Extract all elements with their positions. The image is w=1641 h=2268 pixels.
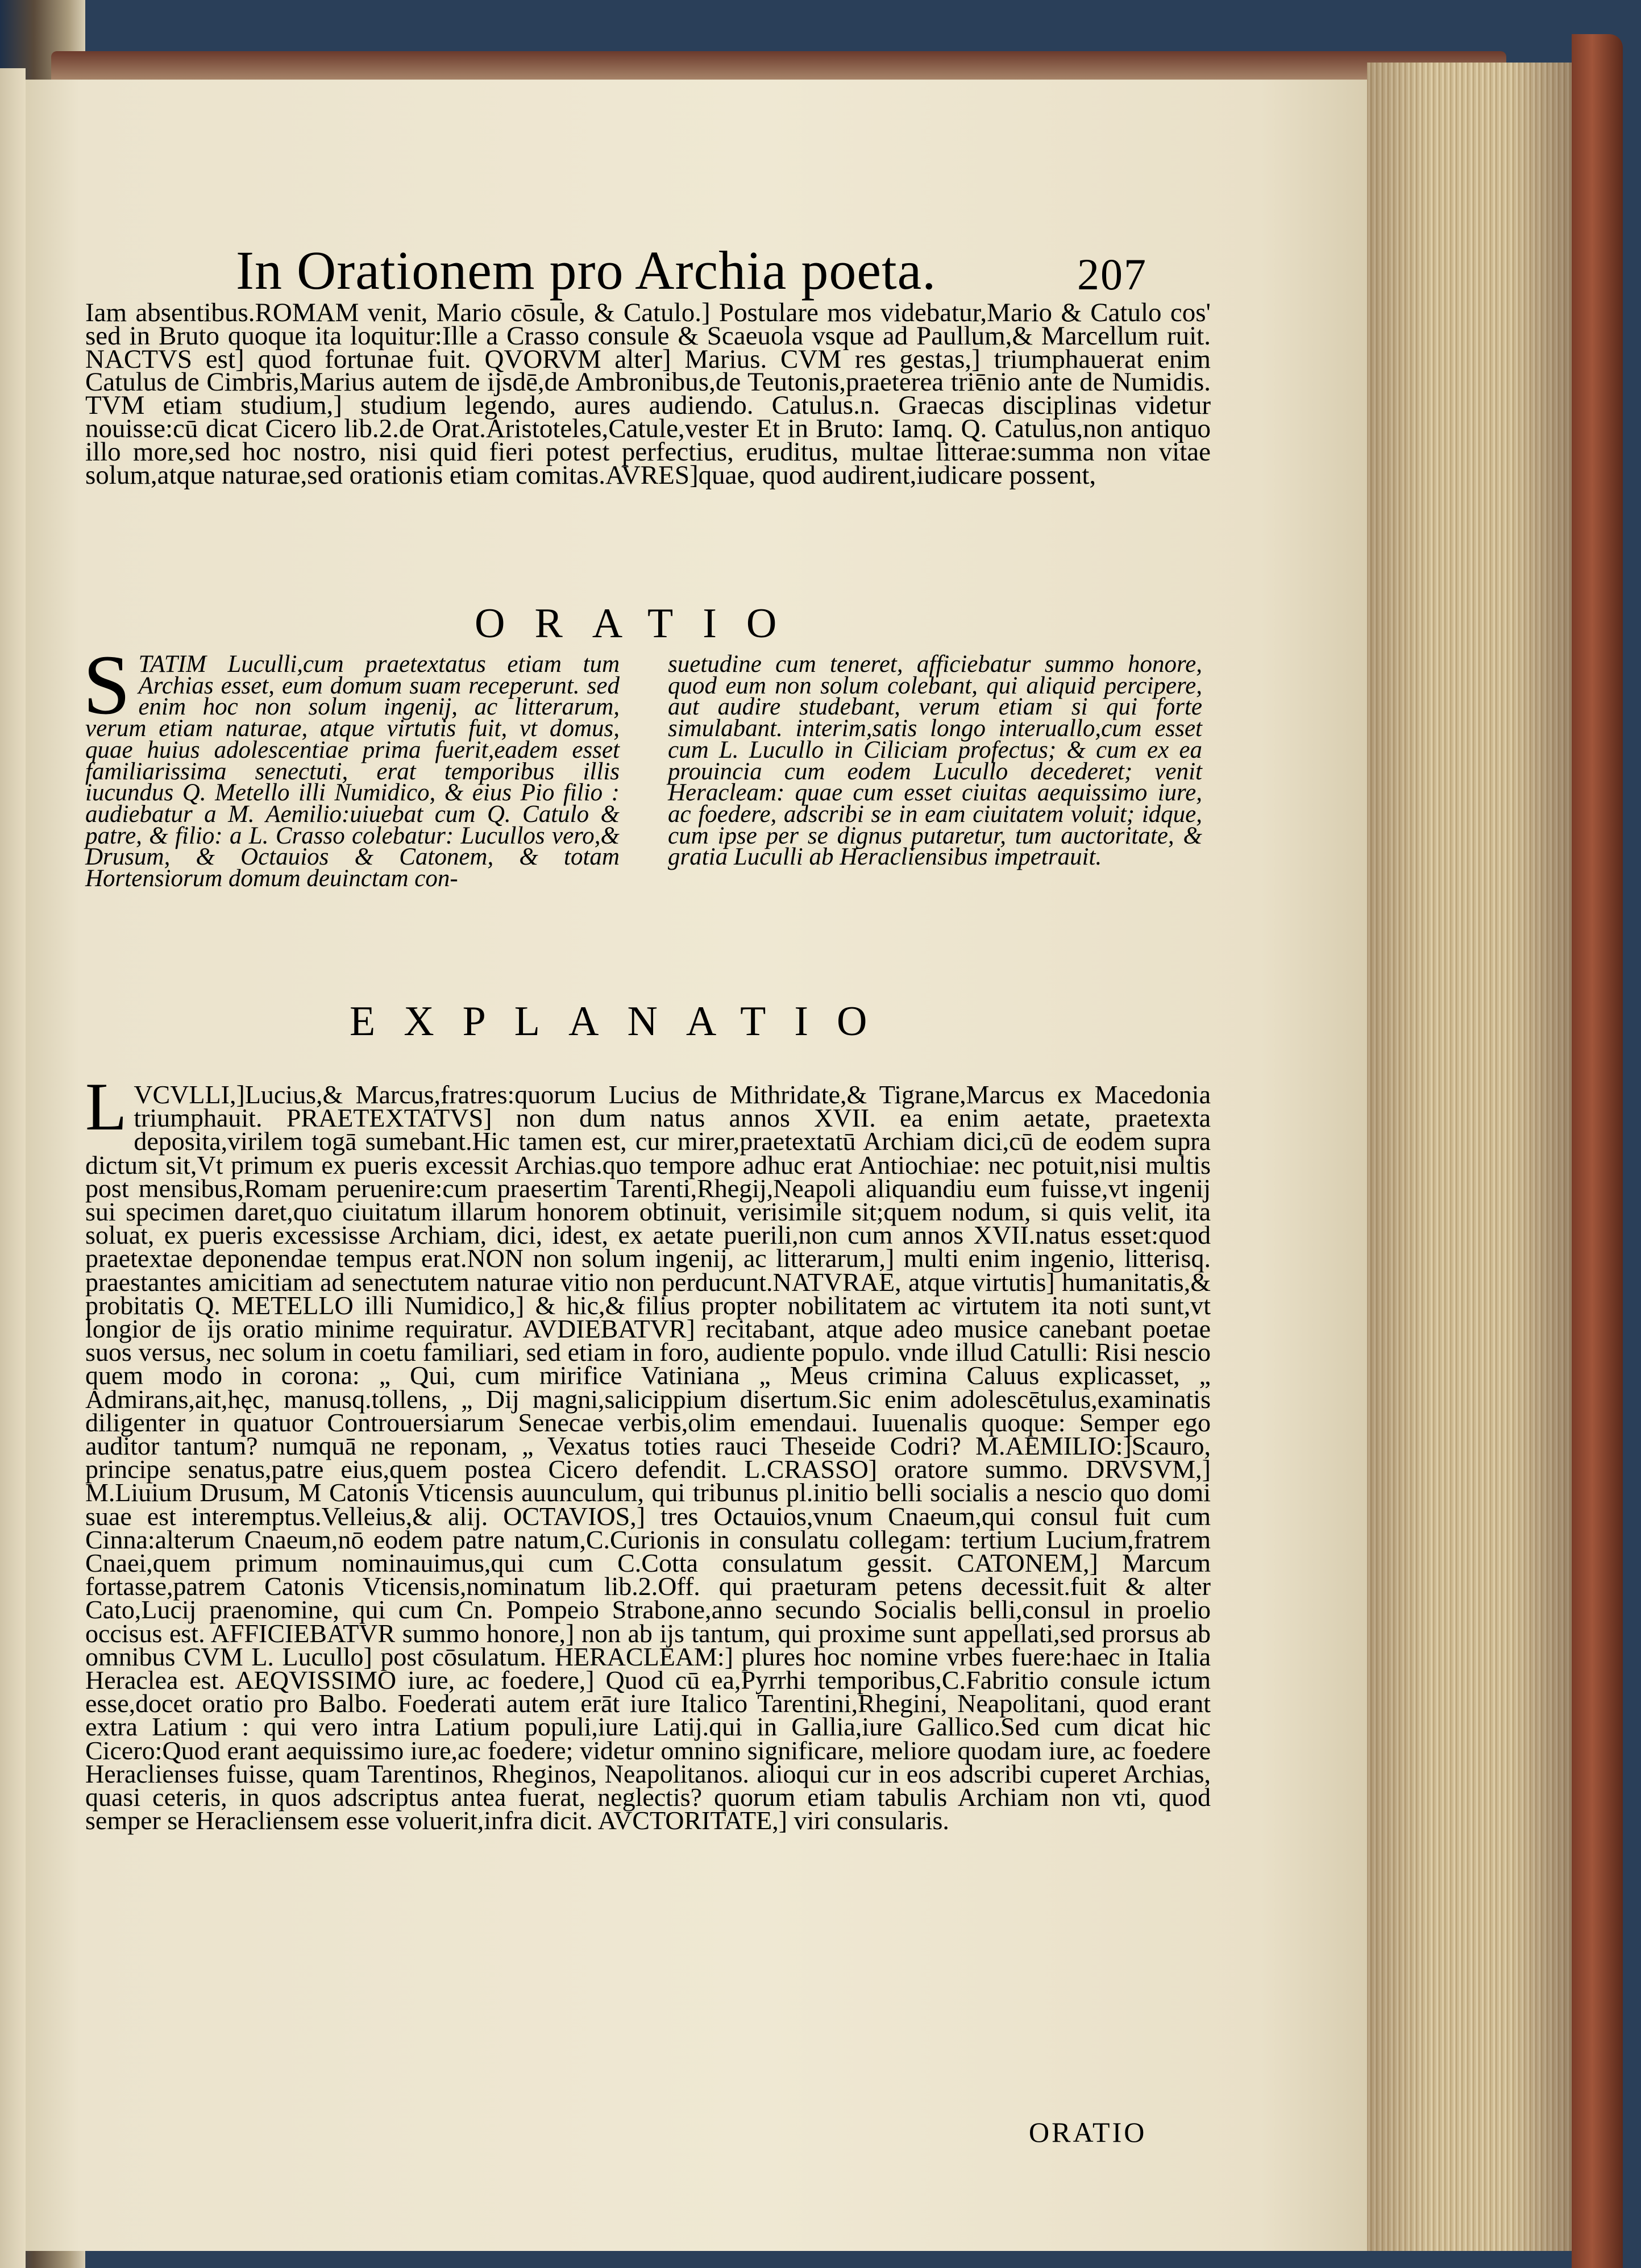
oratio-left-text: TATIM Luculli,cum praetextatus etiam tum Archias esset, eum domum suam receperunt. sed enim hoc non solum ingenij, ac litterarum, verum etiam naturae, atque virtutis fuit, vt domus, quae huius adolescentiae prima fuerit,eadem esset familiarissima senectuti, erat temporibus illis iucundus Q. Metello illi Numidico, & eius Pio filio : audiebatur a M. Aemilio:uiuebat cum Q. Catulo & patre, & filio: a L. Crasso colebatur: Lucullos vero,& Drusum, & Octauios & Catonem, & totam Hortensiorum domum deuinctam con- [85, 651, 620, 892]
book-page [26, 80, 1367, 2251]
facing-page-edge [0, 68, 26, 2268]
explanatio-block [85, 1069, 1211, 1835]
oratio-heading: ORATIO [475, 600, 807, 647]
page-edges-stack [1367, 63, 1572, 2251]
commentary-block [85, 298, 1211, 490]
oratio-right-text: suetudine cum teneret, afficiebatur summo honore, quod eum non solum colebant, qui aliquid percipere, aut audire studebant, verum etiam si qui forte simulabant. interim,satis longo interuallo,cum esset cum L. Lucullo in Ciliciam profectus; & cum ex ea prouincia cum eodem Lucullo decederet; venit Heracleam: quae cum esset ciuitas aequissimo iure, ac foedere, adscribi se in eam ciuitatem voluit; idque, cum ipse per se dignus putaretur, tum auctoritate, & gratia Luculli ab Heracliensibus impetrauit. [668, 651, 1202, 871]
explanatio-dropcap: L [85, 1069, 127, 1144]
catchword: ORATIO [1029, 2116, 1147, 2148]
commentary-text: Iam absentibus.ROMAM venit, Mario cōsule, & Catulo.] Postulare mos videbatur,Mario & Catulo cos' sed in Bruto quoque ita loquitur:Ille a Crasso consule & Scaeuola vsque ad Paullum,& Marcellum ruit. NACTVS est] quod fortunae fuit. QVORVM alter] Marius. CVM res gestas,] triumphauerat enim Catulus de Cimbris,Marius autem de ijsdē,de Ambronibus,de Teutonis,praeterea triēnio ante de Numidis. TVM etiam studium,] studium legendo, aures audiendo. Catulus.n. Graecas disciplinas videtur nouisse:cū dicat Cicero lib.2.de Orat.Aristoteles,Catule,vester Et in Bruto: Iamq. Q. Catulus,non antiquo illo more,sed hoc nostro, nisi quid fieri potest perfectius, eruditus, multae litterae:summa non vitae solum,atque naturae,sed orationis etiam comitas.AVRES]quae, quod audirent,iudicare possent, [85, 298, 1211, 490]
oratio-left-column [83, 638, 620, 892]
running-title: In Orationem pro Archia poeta. [236, 240, 937, 301]
explanatio-text: VCVLLI,]Lucius,& Marcus,fratres:quorum Lucius de Mithridate,& Tigrane,Marcus ex Macedonia triumphauit. PRAETEXTATVS] non dum natus annos XVII. ea enim aetate, praetexta deposita,virilem togā sumebant.Hic tamen est, cur mirer,praetextatū Archiam dici,cū de eodem supra dictum sit,Vt primum ex pueris excessit Archias.quo tempore adhuc erat Antiochiae: nec potuit,nisi multis post mensibus,Romam peruenire:cum praesertim Tarenti,Rhegij,Neapoli aliquandiu eum fuisse,vt ingenij sui specimen daret,quo ciuitatum illarum honorem obtinuit, verisimile sit;quem nodum, si quis velit, ita soluat, ex pueris excessisse Archiam, dici, idest, ex aetate puerili,non cum annos XVII.natus esset:quod praetextae deponendae tempus erat.NON non solum ingenij, ac litterarum,] multi enim ingenio, litterisq. praestantes amicitiam ad senectutem naturae vitio non perducunt.NATVRAE, atque virtutis] humanitatis,& probitatis Q. METELLO illi Numidico,] & hic,& filius propter nobilitatem ac virtutem ita noti sunt,vt longior de ijs oratio minime requiratur. AVDIEBATVR] recitabant, atque adeo musice canebant poetae suos versus, nec solum in coetu familiari, sed etiam in foro, audiente populo. vnde illud Catulli: Risi nescio quem modo in corona: „ Qui, cum mirifice Vatiniana „ Meus crimina Caluus explicasset, „ Admirans,ait,hęc, manusq.tollens, „ Dij magni,salicippium disertum.Sic enim adolescētulus,examinatis diligenter in quatuor Controuersiarum Senecae verbis,olim emendaui. Iuuenalis quoque: Semper ego auditor tantum? numquā ne reponam, „ Vexatus toties rauci Theseide Codri? M.AEMILIO:]Scauro, principe senatus,patre eius,quem postea Cicero defendit. L.CRASSO] oratore summo. DRVSVM,] M.Liuium Drusum, M Catonis Vticensis auunculum, qui tribunus pl.initio belli socialis a nescio quo domi suae est interemptus.Velleius,& alij. OCTAVIOS,] tres Octauios,vnum Cnaeum,qui consul fuit cum Cinna:alterum Cnaeum,nō eodem patre natum,C.Curionis in consulatu collegam: tertium Lucium,fratrem Cnaei,quem primum nominauimus,qui cum C.Cotta consulatum gessit. CATONEM,] Marcum fortasse,patrem Catonis Vticensis,nominatum lib.2.Off. qui praeturam petens decessit.fuit & alter Cato,Lucij praenomine, qui cum Cn. Pompeio Strabone,anno secundo Socialis belli,consul in proelio occisus est. AFFICIEBATVR summo honore,] non ab ijs tantum, qui proxime sunt appellati,sed prorsus ab omnibus CVM L. Lucullo] post cōsulatum. HERACLEAM:] plures hoc nomine vrbes fuere:haec in Italia Heraclea est. AEQVISSIMO iure, ac foedere,] Quod cū ea,Pyrrhi temporibus,C.Fabritio consule ictum esse,docet oratio pro Balbo. Foederati autem erāt iure Italico Tarentini,Rhegini, Neapolitani, quod erant extra Latium : qui vero intra Latium populi,iure Latij.qui in Gallia,iure Gallico.Sed cum dicat hic Cicero:Quod erant aequissimo iure,ac foedere; videtur omnino significare, meliore quodam iure, ac foedere Heraclienses fuisse, quam Tarentinos, Rheginos, Neapolitanos. alioqui cur in eos adscribi cuperet Archias, quasi ceteris, in quos adscriptus antea fuerat, neglectis? quorum etiam tabulis Archiam non vti, quod semper se Heracliensem esse voluerit,infra dicit. AVCTORITATE,] viri consularis. [85, 1080, 1211, 1835]
page-number: 207 [1077, 250, 1147, 299]
book-cover-edge [1572, 34, 1623, 2268]
oratio-right-column [668, 651, 1202, 871]
explanatio-heading: EXPLANATIO [350, 998, 896, 1045]
oratio-dropcap: S [83, 638, 131, 732]
